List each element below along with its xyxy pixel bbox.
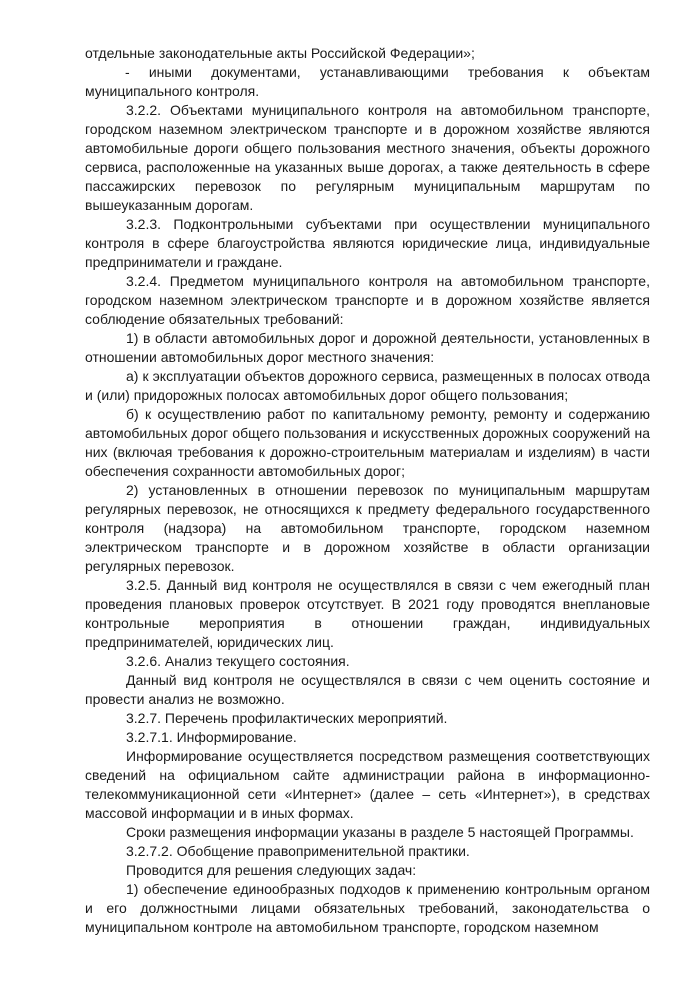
paragraph-3-2-5: 3.2.5. Данный вид контроля не осуществлялся в связи с чем ежегодный план проведения плановых проверок отсутствует. В 2021 году проводятся внеплановые контрольные мероприятия в отношении граждан, индивидуальных предпринимателей, юридических лиц.: [85, 577, 650, 650]
paragraph-3-2-7-heading: 3.2.7. Перечень профилактических мероприятий.: [126, 710, 448, 726]
paragraph-task-1: 1) обеспечение единообразных подходов к применению контрольным органом и его должностными лицами обязательных требований, законодательства о муниципальном контроле на автомобильном транспорте, городском наземном: [85, 881, 650, 935]
paragraph-analysis: Данный вид контроля не осуществлялся в связи с чем оценить состояние и провести анализ не возможно.: [85, 672, 650, 707]
paragraph-3-2-4: 3.2.4. Предметом муниципального контроля на автомобильном транспорте, городском наземном электрическом транспорте и в дорожном хозяйстве является соблюдение обязательных требований:: [85, 273, 650, 327]
paragraph-item-a: а) к эксплуатации объектов дорожного сервиса, размещенных в полосах отвода и (или) придорожных полосах автомобильных дорог общего пользования;: [85, 368, 650, 403]
paragraph-3-2-3: 3.2.3. Подконтрольными субъектами при осуществлении муниципального контроля в сфере благоустройства являются юридические лица, индивидуальные предприниматели и граждане.: [85, 216, 650, 270]
paragraph-informing: Информирование осуществляется посредством размещения соответствующих сведений на официальном сайте администрации района в информационно-телекоммуникационной сети «Интернет» (далее – сеть «Интернет»), в средствах массовой информации и в иных формах.: [85, 748, 650, 821]
paragraph-tasks-intro: Проводится для решения следующих задач:: [126, 862, 417, 878]
paragraph-bullet-other-documents: - иными документами, устанавливающими требования к объектам муниципального контроля.: [85, 64, 650, 99]
paragraph-3-2-6-heading: 3.2.6. Анализ текущего состояния.: [126, 653, 350, 669]
paragraph-item-1: 1) в области автомобильных дорог и дорожной деятельности, установленных в отношении автомобильных дорог местного значения:: [85, 330, 650, 365]
document-page: [85, 44, 650, 937]
paragraph-deadlines: Сроки размещения информации указаны в разделе 5 настоящей Программы.: [126, 824, 634, 840]
paragraph-3-2-7-1-heading: 3.2.7.1. Информирование.: [126, 729, 297, 745]
paragraph-3-2-2: 3.2.2. Объектами муниципального контроля на автомобильном транспорте, городском наземном электрическом транспорте и в дорожном хозяйстве являются автомобильные дороги общего пользования местного значения, объекты дорожного сервиса, расположенные на указанных выше дорогах, а также деятельность в сфере пассажирских перевозок по регулярным муниципальным маршрутам по вышеуказанным дорогам.: [85, 102, 650, 213]
paragraph-3-2-7-2-heading: 3.2.7.2. Обобщение правоприменительной практики.: [126, 843, 470, 859]
paragraph-item-2: 2) установленных в отношении перевозок по муниципальным маршрутам регулярных перевозок, не относящихся к предмету федерального государственного контроля (надзора) на автомобильном транспорте, городском наземном электрическом транспорте и в дорожном хозяйстве в области организации регулярных перевозок.: [85, 482, 650, 574]
paragraph-continuation: отдельные законодательные акты Российской Федерации»;: [85, 45, 475, 61]
paragraph-item-b: б) к осуществлению работ по капитальному ремонту, ремонту и содержанию автомобильных дорог общего пользования и искусственных дорожных сооружений на них (включая требования к дорожно-строительным материалам и изделиям) в части обеспечения сохранности автомобильных дорог;: [85, 406, 650, 479]
